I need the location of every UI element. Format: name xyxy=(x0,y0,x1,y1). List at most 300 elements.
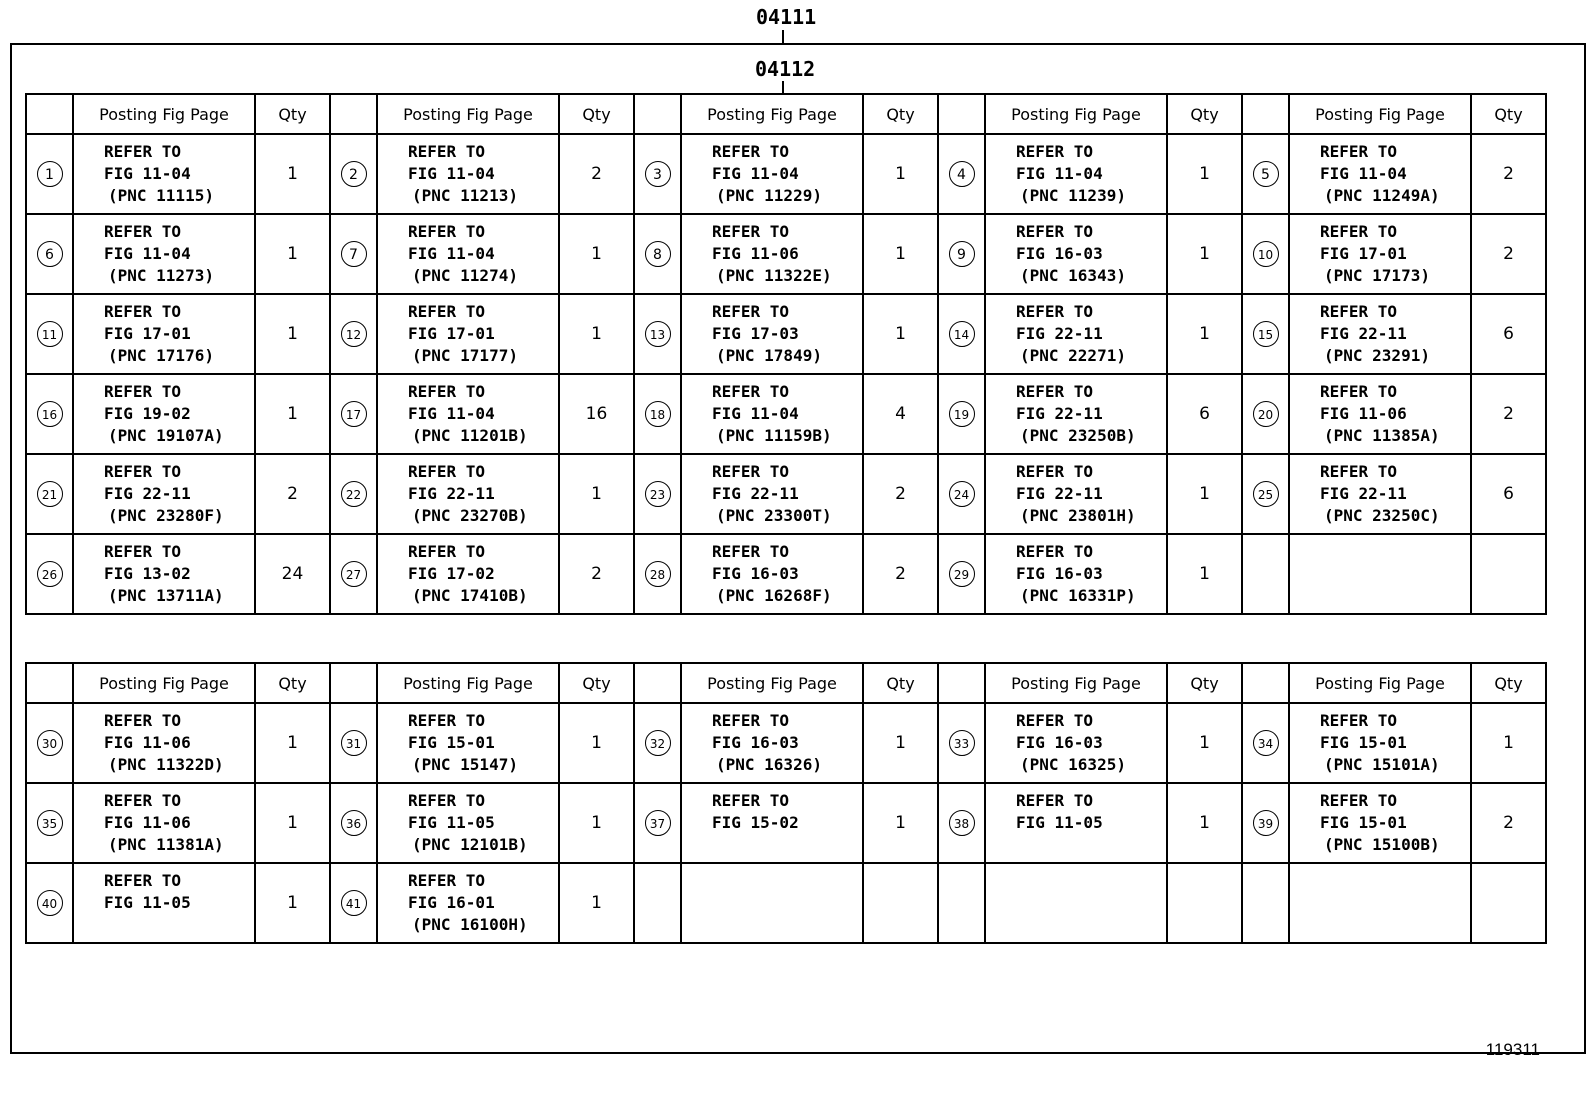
figure-line: FIG 17-01 xyxy=(1320,244,1407,263)
reference-line: REFER TO xyxy=(104,142,182,161)
qty-cell: 2 xyxy=(255,454,330,534)
qty-cell: 1 xyxy=(559,294,634,374)
qty-cell: 1 xyxy=(255,863,330,943)
callout-number: 15 xyxy=(1253,321,1279,347)
qty-cell: 1 xyxy=(863,783,938,863)
callout-cell xyxy=(26,863,73,943)
reference-line: REFER TO xyxy=(1320,142,1398,161)
callout-number: 41 xyxy=(341,890,367,916)
qty-cell xyxy=(1471,863,1546,943)
callout-cell xyxy=(330,783,377,863)
figure-line: FIG 22-11 xyxy=(408,484,495,503)
figure-line: FIG 11-04 xyxy=(104,164,191,183)
reference-line: REFER TO xyxy=(1320,222,1398,241)
callout-number: 26 xyxy=(37,561,63,587)
callout-number: 12 xyxy=(341,321,367,347)
callout-cell xyxy=(330,294,377,374)
callout-cell xyxy=(330,454,377,534)
figure-line: FIG 15-01 xyxy=(1320,733,1407,752)
pnc-line: (PNC 15100B) xyxy=(1324,835,1440,854)
reference-cell xyxy=(1289,534,1471,614)
callout-number: 19 xyxy=(949,401,975,427)
pnc-line: (PNC 16268F) xyxy=(716,586,832,605)
qty-cell: 1 xyxy=(863,294,938,374)
reference-cell xyxy=(681,134,863,214)
callout-number: 40 xyxy=(37,890,63,916)
pnc-line: (PNC 11322D) xyxy=(108,755,224,774)
pnc-line: (PNC 11249A) xyxy=(1324,186,1440,205)
callout-cell xyxy=(634,214,681,294)
reference-line: REFER TO xyxy=(1016,711,1094,730)
reference-cell xyxy=(1289,374,1471,454)
pnc-line: (PNC 11239) xyxy=(1020,186,1126,205)
reference-line: REFER TO xyxy=(1016,462,1094,481)
callout-number: 6 xyxy=(37,241,63,267)
qty-cell: 2 xyxy=(863,534,938,614)
figure-line: FIG 11-04 xyxy=(408,244,495,263)
qty-cell: 1 xyxy=(863,214,938,294)
header-posting-fig-page: Posting Fig Page xyxy=(1289,663,1471,703)
header-posting-fig-page: Posting Fig Page xyxy=(73,663,255,703)
callout-cell xyxy=(1242,134,1289,214)
reference-cell xyxy=(1289,703,1471,783)
callout-cell xyxy=(938,134,985,214)
callout-cell xyxy=(330,374,377,454)
figure-line: FIG 11-05 xyxy=(408,813,495,832)
reference-line: REFER TO xyxy=(1016,302,1094,321)
reference-cell xyxy=(681,214,863,294)
leader-line-04112 xyxy=(782,81,784,93)
callout-cell xyxy=(1242,703,1289,783)
callout-number: 21 xyxy=(37,481,63,507)
reference-line: REFER TO xyxy=(104,711,182,730)
figure-line: FIG 22-11 xyxy=(1016,484,1103,503)
reference-cell xyxy=(681,374,863,454)
figure-line: FIG 16-03 xyxy=(1016,564,1103,583)
pnc-line: (PNC 23250C) xyxy=(1324,506,1440,525)
pnc-line: (PNC 11322E) xyxy=(716,266,832,285)
reference-cell xyxy=(377,134,559,214)
header-qty: Qty xyxy=(255,663,330,703)
pnc-line: (PNC 17849) xyxy=(716,346,822,365)
figure-line: FIG 22-11 xyxy=(1320,324,1407,343)
qty-cell: 1 xyxy=(1167,783,1242,863)
callout-number: 23 xyxy=(645,481,671,507)
callout-cell xyxy=(26,134,73,214)
qty-cell: 1 xyxy=(255,134,330,214)
table-row xyxy=(26,783,1546,863)
callout-cell xyxy=(330,134,377,214)
reference-cell xyxy=(1289,294,1471,374)
header-posting-fig-page: Posting Fig Page xyxy=(377,663,559,703)
reference-line: REFER TO xyxy=(1016,142,1094,161)
reference-cell xyxy=(1289,454,1471,534)
reference-line: REFER TO xyxy=(712,462,790,481)
figure-line: FIG 11-06 xyxy=(1320,404,1407,423)
reference-line: REFER TO xyxy=(408,871,486,890)
figure-line: FIG 16-03 xyxy=(712,733,799,752)
qty-cell: 1 xyxy=(559,703,634,783)
callout-cell xyxy=(1242,783,1289,863)
qty-cell: 1 xyxy=(1167,703,1242,783)
reference-cell xyxy=(681,454,863,534)
callout-cell xyxy=(938,374,985,454)
callout-cell xyxy=(26,783,73,863)
table-row xyxy=(26,134,1546,214)
callout-cell xyxy=(938,534,985,614)
figure-line: FIG 11-06 xyxy=(104,813,191,832)
figure-line: FIG 16-03 xyxy=(1016,244,1103,263)
header-posting-fig-page: Posting Fig Page xyxy=(377,94,559,134)
figure-line: FIG 15-01 xyxy=(408,733,495,752)
reference-cell xyxy=(681,783,863,863)
reference-line: REFER TO xyxy=(408,382,486,401)
reference-cell xyxy=(73,454,255,534)
reference-cell xyxy=(73,703,255,783)
figure-line: FIG 11-04 xyxy=(1320,164,1407,183)
callout-number: 3 xyxy=(645,161,671,187)
callout-cell xyxy=(26,294,73,374)
qty-cell: 16 xyxy=(559,374,634,454)
qty-cell: 1 xyxy=(559,783,634,863)
pnc-line: (PNC 22271) xyxy=(1020,346,1126,365)
callout-cell xyxy=(634,294,681,374)
figure-line: FIG 16-01 xyxy=(408,893,495,912)
callout-cell xyxy=(26,703,73,783)
reference-line: REFER TO xyxy=(408,791,486,810)
qty-cell: 1 xyxy=(863,134,938,214)
figure-line: FIG 15-01 xyxy=(1320,813,1407,832)
callout-cell xyxy=(634,374,681,454)
header-row xyxy=(26,94,1546,134)
reference-line: REFER TO xyxy=(408,302,486,321)
reference-line: REFER TO xyxy=(712,791,790,810)
figure-line: FIG 22-11 xyxy=(1016,404,1103,423)
header-blank xyxy=(330,94,377,134)
qty-cell: 6 xyxy=(1471,454,1546,534)
reference-line: REFER TO xyxy=(712,222,790,241)
callout-cell xyxy=(26,214,73,294)
header-qty: Qty xyxy=(1167,663,1242,703)
table-row xyxy=(26,294,1546,374)
callout-number: 16 xyxy=(37,401,63,427)
callout-cell xyxy=(330,214,377,294)
reference-cell xyxy=(73,534,255,614)
callout-cell xyxy=(330,703,377,783)
qty-cell: 1 xyxy=(559,214,634,294)
reference-cell xyxy=(1289,134,1471,214)
reference-line: REFER TO xyxy=(1320,382,1398,401)
header-posting-fig-page: Posting Fig Page xyxy=(681,663,863,703)
callout-cell xyxy=(938,783,985,863)
qty-cell: 1 xyxy=(255,214,330,294)
figure-line: FIG 22-11 xyxy=(1016,324,1103,343)
reference-line: REFER TO xyxy=(1016,542,1094,561)
pnc-line: (PNC 16331P) xyxy=(1020,586,1136,605)
reference-line: REFER TO xyxy=(104,462,182,481)
reference-line: REFER TO xyxy=(104,382,182,401)
callout-number: 33 xyxy=(949,730,975,756)
qty-cell: 6 xyxy=(1471,294,1546,374)
reference-line: REFER TO xyxy=(1016,382,1094,401)
reference-cell xyxy=(985,214,1167,294)
callout-number: 24 xyxy=(949,481,975,507)
header-qty: Qty xyxy=(863,663,938,703)
callout-number: 7 xyxy=(341,241,367,267)
header-qty: Qty xyxy=(1471,94,1546,134)
header-posting-fig-page: Posting Fig Page xyxy=(1289,94,1471,134)
pnc-line: (PNC 15147) xyxy=(412,755,518,774)
figure-line: FIG 17-01 xyxy=(408,324,495,343)
figure-line: FIG 19-02 xyxy=(104,404,191,423)
qty-cell: 6 xyxy=(1167,374,1242,454)
reference-line: REFER TO xyxy=(712,142,790,161)
figure-line: FIG 11-04 xyxy=(1016,164,1103,183)
qty-cell: 2 xyxy=(559,534,634,614)
pnc-line: (PNC 19107A) xyxy=(108,426,224,445)
pnc-line: (PNC 23280F) xyxy=(108,506,224,525)
qty-cell: 1 xyxy=(255,294,330,374)
callout-number: 9 xyxy=(949,241,975,267)
callout-cell xyxy=(938,863,985,943)
pnc-line: (PNC 11115) xyxy=(108,186,214,205)
pnc-line: (PNC 17173) xyxy=(1324,266,1430,285)
figure-line: FIG 11-04 xyxy=(408,164,495,183)
pnc-line: (PNC 11381A) xyxy=(108,835,224,854)
qty-cell xyxy=(863,863,938,943)
reference-cell xyxy=(681,294,863,374)
reference-line: REFER TO xyxy=(104,222,182,241)
table-row xyxy=(26,534,1546,614)
figure-line: FIG 15-02 xyxy=(712,813,799,832)
header-row xyxy=(26,663,1546,703)
reference-cell xyxy=(985,134,1167,214)
reference-line: REFER TO xyxy=(712,542,790,561)
pnc-line: (PNC 11201B) xyxy=(412,426,528,445)
header-qty: Qty xyxy=(1471,663,1546,703)
reference-cell xyxy=(1289,863,1471,943)
callout-number: 10 xyxy=(1253,241,1279,267)
callout-number: 38 xyxy=(949,810,975,836)
header-qty: Qty xyxy=(255,94,330,134)
reference-line: REFER TO xyxy=(104,871,182,890)
callout-cell xyxy=(330,863,377,943)
callout-number: 27 xyxy=(341,561,367,587)
reference-line: REFER TO xyxy=(408,462,486,481)
reference-cell xyxy=(377,374,559,454)
reference-line: REFER TO xyxy=(408,542,486,561)
qty-cell: 2 xyxy=(559,134,634,214)
reference-cell xyxy=(73,863,255,943)
callout-number: 30 xyxy=(37,730,63,756)
reference-line: REFER TO xyxy=(104,302,182,321)
pnc-line: (PNC 11274) xyxy=(412,266,518,285)
reference-cell xyxy=(985,374,1167,454)
reference-cell xyxy=(73,783,255,863)
header-blank xyxy=(26,663,73,703)
reference-cell xyxy=(377,294,559,374)
pnc-line: (PNC 11273) xyxy=(108,266,214,285)
header-qty: Qty xyxy=(559,663,634,703)
figure-line: FIG 17-03 xyxy=(712,324,799,343)
pnc-line: (PNC 23300T) xyxy=(716,506,832,525)
figure-line: FIG 22-11 xyxy=(104,484,191,503)
callout-cell xyxy=(1242,534,1289,614)
callout-number: 39 xyxy=(1253,810,1279,836)
parts-table-lower xyxy=(25,662,1547,944)
reference-line: REFER TO xyxy=(712,711,790,730)
table-row xyxy=(26,454,1546,534)
callout-cell xyxy=(938,454,985,534)
table-row xyxy=(26,703,1546,783)
pnc-line: (PNC 23291) xyxy=(1324,346,1430,365)
qty-cell: 1 xyxy=(559,863,634,943)
callout-cell xyxy=(634,134,681,214)
qty-cell: 1 xyxy=(1167,294,1242,374)
header-blank xyxy=(1242,663,1289,703)
header-blank xyxy=(634,94,681,134)
table-row xyxy=(26,863,1546,943)
figure-line: FIG 11-04 xyxy=(104,244,191,263)
reference-line: REFER TO xyxy=(408,142,486,161)
callout-number: 17 xyxy=(341,401,367,427)
pnc-line: (PNC 17176) xyxy=(108,346,214,365)
header-posting-fig-page: Posting Fig Page xyxy=(681,94,863,134)
figure-line: FIG 17-01 xyxy=(104,324,191,343)
header-posting-fig-page: Posting Fig Page xyxy=(985,663,1167,703)
qty-cell: 24 xyxy=(255,534,330,614)
figure-line: FIG 11-06 xyxy=(712,244,799,263)
figure-line: FIG 17-02 xyxy=(408,564,495,583)
qty-cell: 2 xyxy=(1471,214,1546,294)
figure-line: FIG 22-11 xyxy=(1320,484,1407,503)
callout-cell xyxy=(26,534,73,614)
figure-line: FIG 11-05 xyxy=(104,893,191,912)
reference-line: REFER TO xyxy=(104,791,182,810)
header-blank xyxy=(938,94,985,134)
callout-cell xyxy=(938,703,985,783)
reference-line: REFER TO xyxy=(1320,462,1398,481)
qty-cell xyxy=(1167,863,1242,943)
figure-line: FIG 11-06 xyxy=(104,733,191,752)
reference-line: REFER TO xyxy=(1320,791,1398,810)
header-qty: Qty xyxy=(1167,94,1242,134)
reference-line: REFER TO xyxy=(712,302,790,321)
callout-number: 11 xyxy=(37,321,63,347)
reference-cell xyxy=(73,374,255,454)
callout-number: 35 xyxy=(37,810,63,836)
callout-number: 31 xyxy=(341,730,367,756)
reference-line: REFER TO xyxy=(1016,222,1094,241)
reference-cell xyxy=(73,294,255,374)
header-blank xyxy=(330,663,377,703)
figure-line: FIG 16-03 xyxy=(712,564,799,583)
assembly-label-04112: 04112 xyxy=(755,57,816,81)
callout-number: 32 xyxy=(645,730,671,756)
reference-cell xyxy=(377,863,559,943)
callout-number: 36 xyxy=(341,810,367,836)
pnc-line: (PNC 16343) xyxy=(1020,266,1126,285)
reference-line: REFER TO xyxy=(104,542,182,561)
reference-cell xyxy=(1289,214,1471,294)
reference-cell xyxy=(985,703,1167,783)
table-row xyxy=(26,214,1546,294)
pnc-line: (PNC 12101B) xyxy=(412,835,528,854)
header-blank xyxy=(1242,94,1289,134)
parts-table-upper xyxy=(25,93,1547,615)
callout-number: 37 xyxy=(645,810,671,836)
pnc-line: (PNC 15101A) xyxy=(1324,755,1440,774)
qty-cell: 1 xyxy=(1167,214,1242,294)
callout-cell xyxy=(1242,374,1289,454)
reference-cell xyxy=(681,863,863,943)
callout-cell xyxy=(634,703,681,783)
qty-cell: 1 xyxy=(1471,703,1546,783)
reference-line: REFER TO xyxy=(408,711,486,730)
callout-number: 22 xyxy=(341,481,367,507)
callout-cell xyxy=(634,863,681,943)
qty-cell: 1 xyxy=(863,703,938,783)
qty-cell: 1 xyxy=(1167,454,1242,534)
reference-cell xyxy=(681,703,863,783)
figure-line: FIG 13-02 xyxy=(104,564,191,583)
reference-cell xyxy=(985,863,1167,943)
callout-cell xyxy=(938,294,985,374)
pnc-line: (PNC 23801H) xyxy=(1020,506,1136,525)
reference-cell xyxy=(377,703,559,783)
pnc-line: (PNC 17410B) xyxy=(412,586,528,605)
reference-cell xyxy=(985,454,1167,534)
callout-number: 29 xyxy=(949,561,975,587)
figure-line: FIG 11-05 xyxy=(1016,813,1103,832)
callout-cell xyxy=(26,374,73,454)
pnc-line: (PNC 16100H) xyxy=(412,915,528,934)
header-blank xyxy=(634,663,681,703)
callout-number: 13 xyxy=(645,321,671,347)
reference-line: REFER TO xyxy=(1320,302,1398,321)
callout-cell xyxy=(634,783,681,863)
callout-number: 1 xyxy=(37,161,63,187)
header-qty: Qty xyxy=(559,94,634,134)
header-posting-fig-page: Posting Fig Page xyxy=(73,94,255,134)
pnc-line: (PNC 11213) xyxy=(412,186,518,205)
callout-number: 4 xyxy=(949,161,975,187)
pnc-line: (PNC 17177) xyxy=(412,346,518,365)
leader-line-04111 xyxy=(782,30,784,43)
callout-cell xyxy=(1242,294,1289,374)
callout-number: 28 xyxy=(645,561,671,587)
qty-cell: 4 xyxy=(863,374,938,454)
pnc-line: (PNC 23250B) xyxy=(1020,426,1136,445)
assembly-label-04111: 04111 xyxy=(756,5,817,29)
reference-line: REFER TO xyxy=(1016,791,1094,810)
header-qty: Qty xyxy=(863,94,938,134)
callout-cell xyxy=(1242,863,1289,943)
callout-cell xyxy=(330,534,377,614)
callout-cell xyxy=(1242,454,1289,534)
reference-cell xyxy=(73,134,255,214)
reference-line: REFER TO xyxy=(712,382,790,401)
qty-cell: 1 xyxy=(255,783,330,863)
callout-number: 18 xyxy=(645,401,671,427)
reference-line: REFER TO xyxy=(1320,711,1398,730)
figure-line: FIG 11-04 xyxy=(712,404,799,423)
callout-number: 20 xyxy=(1253,401,1279,427)
reference-cell xyxy=(1289,783,1471,863)
table-row xyxy=(26,374,1546,454)
header-blank xyxy=(938,663,985,703)
qty-cell: 2 xyxy=(1471,374,1546,454)
